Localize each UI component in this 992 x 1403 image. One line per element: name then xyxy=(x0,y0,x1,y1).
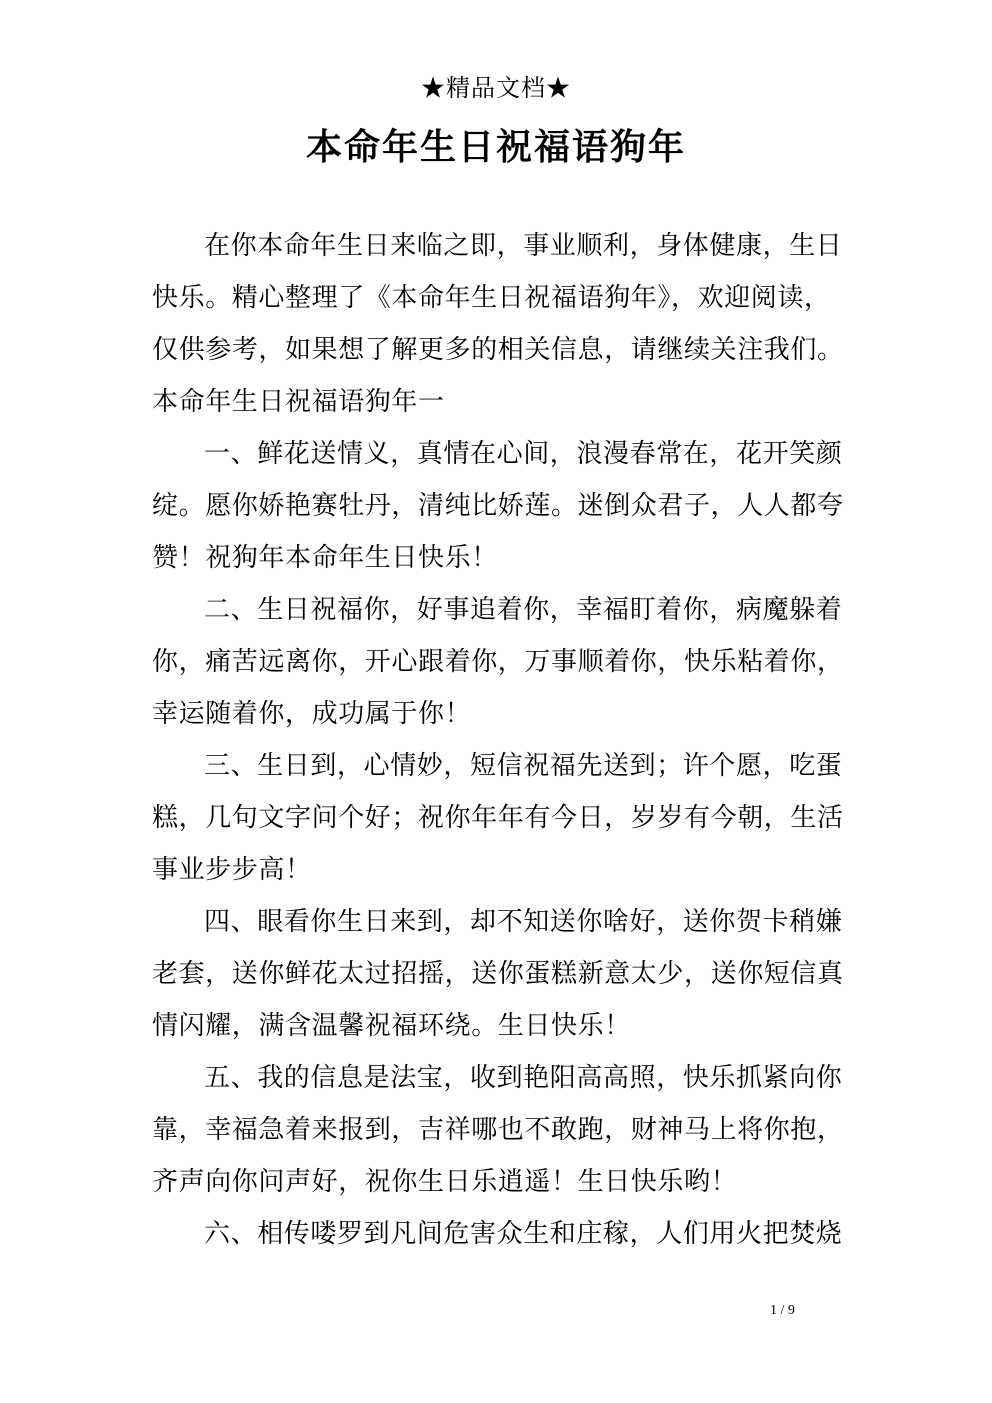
document-header-mark: ★精品文档★ xyxy=(421,74,571,102)
body-line: 赞！祝狗年本命年生日快乐！ xyxy=(152,543,498,573)
body-line: 糕，几句文字问个好；祝你年年有今日，岁岁有今朝，生活 xyxy=(152,803,844,833)
body-line: 四、眼看你生日来到，却不知送你啥好，送你贺卡稍嫌 xyxy=(204,907,843,937)
body-line: 事业步步高！ xyxy=(152,855,312,885)
section-heading: 本命年生日祝福语狗年一 xyxy=(152,387,445,417)
body-line: 老套，送你鲜花太过招摇，送你蛋糕新意太少，送你短信真 xyxy=(152,959,844,989)
body-line: 情闪耀，满含温馨祝福环绕。生日快乐！ xyxy=(152,1011,631,1041)
body-line: 靠，幸福急着来报到，吉祥哪也不敢跑，财神马上将你抱， xyxy=(152,1115,844,1145)
body-line: 快乐。精心整理了《本命年生日祝福语狗年》，欢迎阅读， xyxy=(152,283,831,313)
body-line: 二、生日祝福你，好事追着你，幸福盯着你，病魔躲着 xyxy=(204,595,843,625)
body-line: 五、我的信息是法宝，收到艳阳高高照，快乐抓紧向你 xyxy=(204,1063,843,1093)
page-number: 1 / 9 xyxy=(770,1303,795,1318)
body-line: 绽。愿你娇艳赛牡丹，清纯比娇莲。迷倒众君子，人人都夸 xyxy=(152,491,844,521)
body-line: 一、鲜花送情义，真情在心间，浪漫春常在，花开笑颜 xyxy=(204,439,843,469)
body-line: 六、相传喽罗到凡间危害众生和庄稼，人们用火把焚烧 xyxy=(204,1219,843,1249)
body-line: 幸运随着你，成功属于你！ xyxy=(152,699,472,729)
body-line: 在你本命年生日来临之即，事业顺利，身体健康，生日 xyxy=(204,231,843,261)
body-line: 你，痛苦远离你，开心跟着你，万事顺着你，快乐粘着你， xyxy=(152,647,844,677)
document-title: 本命年生日祝福语狗年 xyxy=(305,126,686,168)
body-line: 仅供参考，如果想了解更多的相关信息，请继续关注我们。 xyxy=(152,335,844,365)
body-line: 齐声向你问声好，祝你生日乐逍遥！生日快乐哟！ xyxy=(152,1167,738,1197)
body-line: 三、生日到，心情妙，短信祝福先送到；许个愿，吃蛋 xyxy=(204,751,843,781)
